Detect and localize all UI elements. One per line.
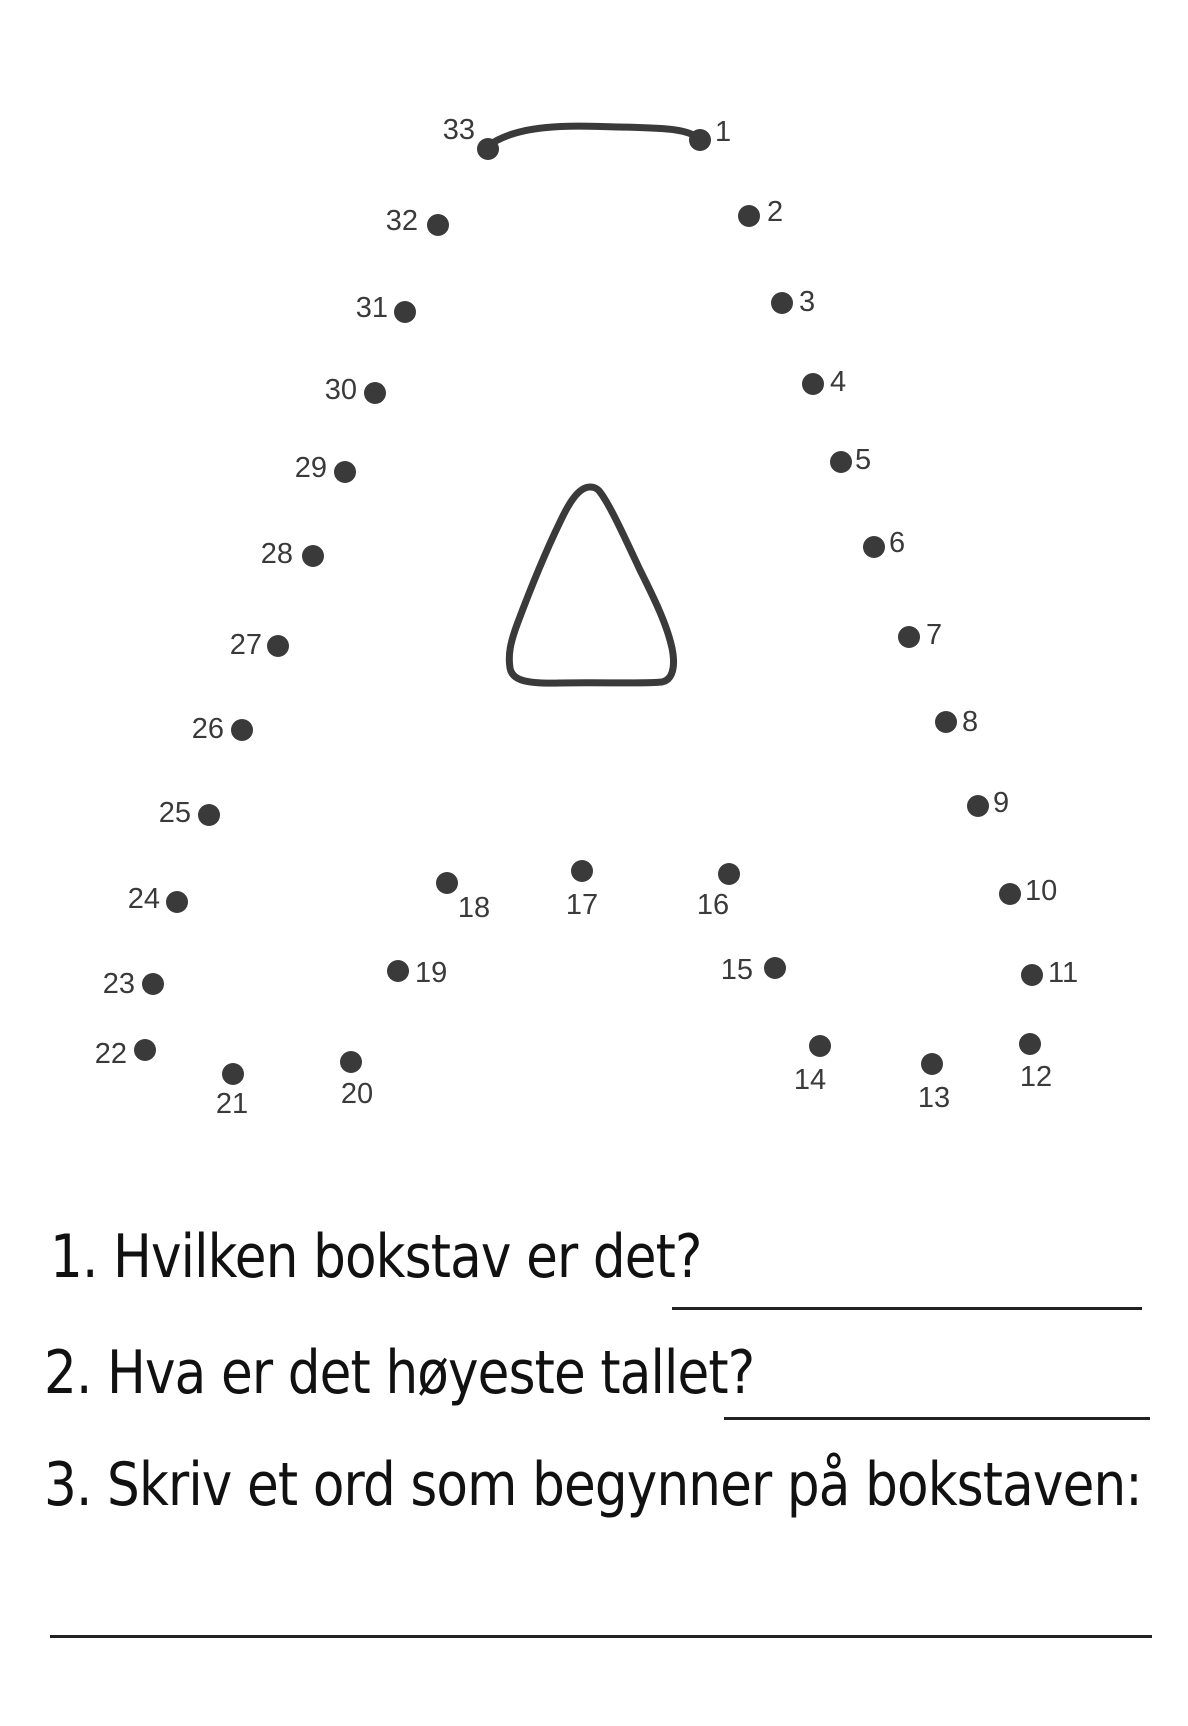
dot-label-19: 19 [415, 957, 448, 989]
question-1: 1. Hvilken bokstav er det? [50, 1222, 702, 1292]
dot-32 [427, 214, 449, 236]
dot-1 [689, 129, 711, 151]
dot-label-31: 31 [355, 292, 388, 324]
dot-25 [198, 804, 220, 826]
dot-label-29: 29 [294, 452, 327, 484]
dot-7 [898, 626, 920, 648]
dot-24 [166, 891, 188, 913]
dot-label-22: 22 [94, 1038, 127, 1070]
dot-29 [334, 461, 356, 483]
dot-label-18: 18 [457, 892, 491, 924]
dot-label-11: 11 [1048, 957, 1079, 989]
dot-11 [1021, 964, 1043, 986]
dot-label-9: 9 [993, 787, 1010, 819]
dot-label-32: 32 [385, 205, 418, 237]
dot-4 [802, 373, 824, 395]
dot-30 [364, 382, 386, 404]
answer-line-3[interactable] [50, 1635, 1152, 1638]
dot-13 [921, 1053, 943, 1075]
dot-label-33: 33 [442, 114, 475, 146]
dot-label-12: 12 [1019, 1061, 1053, 1093]
dot-label-17: 17 [565, 889, 599, 921]
dot-label-13: 13 [917, 1082, 951, 1114]
dot-label-16: 16 [696, 889, 730, 921]
dot-31 [394, 301, 416, 323]
dot-label-24: 24 [127, 883, 160, 915]
dot-label-23: 23 [102, 968, 135, 1000]
dot-26 [231, 719, 253, 741]
dot-label-8: 8 [962, 706, 979, 738]
dot-23 [142, 973, 164, 995]
dot-18 [436, 872, 458, 894]
dot-label-10: 10 [1025, 875, 1058, 907]
connecting-arc-33-to-1 [488, 126, 700, 146]
dot-19 [387, 960, 409, 982]
dot-label-30: 30 [324, 374, 357, 406]
dot-label-7: 7 [926, 619, 943, 651]
answer-line-2[interactable] [724, 1417, 1150, 1420]
dot-label-28: 28 [260, 538, 293, 570]
dot-label-14: 14 [793, 1064, 827, 1096]
inner-triangle-outline [509, 487, 673, 683]
dot-label-1: 1 [715, 116, 732, 148]
dot-2 [738, 205, 760, 227]
dot-9 [967, 795, 989, 817]
dot-label-4: 4 [830, 366, 847, 398]
dot-21 [222, 1063, 244, 1085]
question-3: 3. Skriv et ord som begynner på bokstaven: [44, 1450, 1142, 1520]
dot-14 [809, 1035, 831, 1057]
dot-10 [999, 883, 1021, 905]
dot-label-2: 2 [767, 196, 784, 228]
question-2: 2. Hva er det høyeste tallet? [44, 1338, 755, 1408]
dot-8 [935, 711, 957, 733]
dot-label-6: 6 [889, 527, 906, 559]
dot-label-21: 21 [215, 1088, 249, 1120]
dot-label-25: 25 [158, 797, 191, 829]
dot-22 [134, 1039, 156, 1061]
dot-17 [571, 860, 593, 882]
dot-label-5: 5 [855, 444, 872, 476]
dot-15 [764, 957, 786, 979]
dot-label-15: 15 [720, 954, 753, 986]
dot-33 [477, 138, 499, 160]
dot-label-27: 27 [229, 629, 262, 661]
dot-20 [340, 1051, 362, 1073]
dot-12 [1019, 1033, 1041, 1055]
dot-6 [863, 536, 885, 558]
dot-label-3: 3 [799, 286, 816, 318]
dot-28 [302, 545, 324, 567]
answer-line-1[interactable] [672, 1307, 1142, 1310]
dot-label-20: 20 [340, 1078, 374, 1110]
dot-16 [718, 863, 740, 885]
dot-5 [830, 451, 852, 473]
dot-3 [771, 292, 793, 314]
dot-label-26: 26 [191, 713, 224, 745]
numbered-dots [95, 114, 1078, 1120]
dot-27 [267, 635, 289, 657]
